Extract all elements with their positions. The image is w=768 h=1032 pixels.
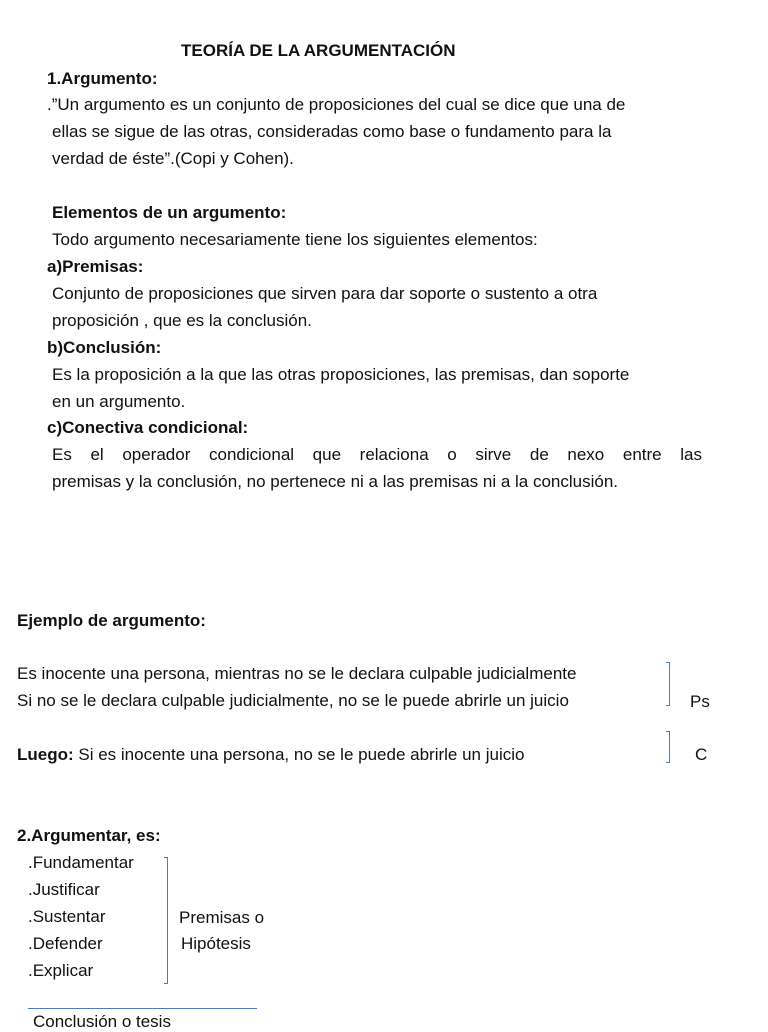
quote-line-1: .”Un argumento es un conjunto de proposiciones del cual se dice que una de xyxy=(47,95,626,114)
example-premise-2: Si no se le declara culpable judicialmente, no se le puede abrirle un juicio xyxy=(17,691,569,710)
elements-intro: Todo argumento necesariamente tiene los siguientes elementos: xyxy=(52,230,538,249)
premises-label: Ps xyxy=(690,692,710,711)
example-premise-1: Es inocente una persona, mientras no se le declara culpable judicialmente xyxy=(17,664,577,683)
luego-label: Luego: xyxy=(17,745,74,764)
example-heading: Ejemplo de argumento: xyxy=(17,611,206,630)
conectiva-line-2: premisas y la conclusión, no pertenece ni a las premisas ni a la conclusión. xyxy=(52,472,619,491)
quote-line-2: ellas se sigue de las otras, consideradas como base o fundamento para la xyxy=(52,122,612,141)
section-2-heading: 2.Argumentar, es: xyxy=(17,826,161,845)
premisas-line-2: proposición , que es la conclusión. xyxy=(52,311,312,330)
conclusion-line-1: Es la proposición a la que las otras proposiciones, las premisas, dan soporte xyxy=(52,365,630,384)
list-item-sustentar: .Sustentar xyxy=(28,907,106,926)
list-item-justificar: .Justificar xyxy=(28,880,100,899)
group-label-premisas: Premisas o xyxy=(179,908,265,927)
list-brace xyxy=(167,857,168,984)
conclusion-label: C xyxy=(695,745,708,764)
conclusion-brace xyxy=(669,731,670,763)
bottom-label-conclusion: Conclusión o tesis xyxy=(33,1012,171,1031)
list-item-defender: .Defender xyxy=(28,934,103,953)
list-item-explicar: .Explicar xyxy=(28,961,94,980)
conclusion-text: Si es inocente una persona, no se le puede abrirle un juicio xyxy=(73,745,525,764)
conclusion-line-2: en un argumento. xyxy=(52,392,186,411)
conectiva-line-1: Es el operador condicional que relaciona o sirve de nexo entre las xyxy=(52,445,702,464)
elements-heading: Elementos de un argumento: xyxy=(52,203,287,222)
quote-line-3: verdad de éste”.(Copi y Cohen). xyxy=(52,149,294,168)
premisas-heading: a)Premisas: xyxy=(47,257,144,276)
premisas-line-1: Conjunto de proposiciones que sirven para dar soporte o sustento a otra xyxy=(52,284,598,303)
conectiva-heading: c)Conectiva condicional: xyxy=(47,418,249,437)
example-conclusion xyxy=(17,745,524,765)
list-item-fundamentar: .Fundamentar xyxy=(28,853,134,872)
divider-line xyxy=(28,1008,257,1009)
document-title: TEORÍA DE LA ARGUMENTACIÓN xyxy=(181,41,456,60)
conclusion-heading: b)Conclusión: xyxy=(47,338,162,357)
premises-brace xyxy=(669,662,670,706)
section-1-heading: 1.Argumento: xyxy=(47,69,158,88)
group-label-hipotesis: Hipótesis xyxy=(181,934,251,953)
